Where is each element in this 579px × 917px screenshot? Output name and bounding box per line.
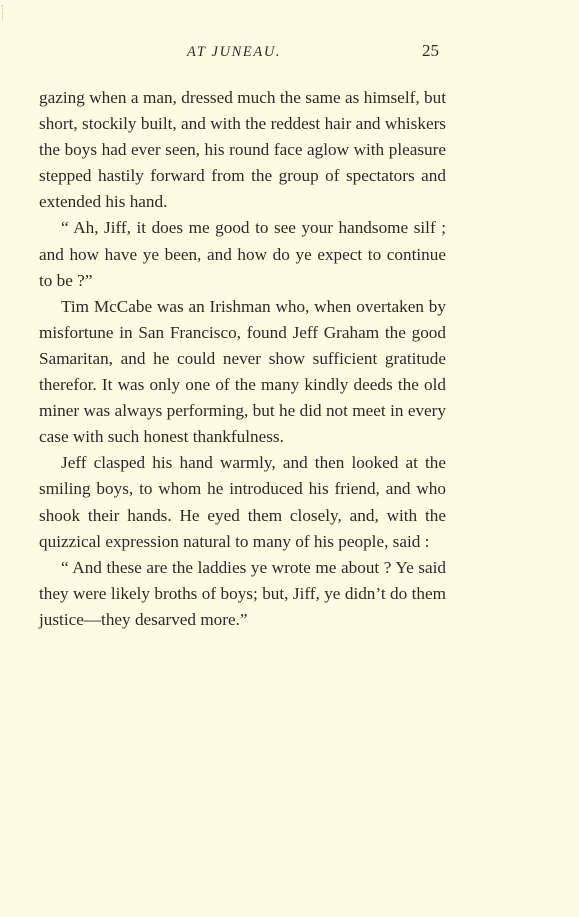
paragraph: Jeff clasped his hand warmly, and then looked at the smiling boys, to whom he introduced his friend, and who shook their hands. He eyed them closely, and, with the quizzical expression natural to many of his people, said : bbox=[39, 453, 446, 551]
paragraph: gazing when a man, dressed much the same as himself, but short, stockily built, and with the reddest hair and whiskers the boys had ever seen, his round face aglow with pleasure stepped hastily forward from the group of spectators and extended his hand. bbox=[39, 88, 446, 212]
page-number: 25 bbox=[422, 41, 439, 60]
running-head bbox=[0, 41, 579, 64]
running-head-title: AT JUNEAU. bbox=[187, 44, 282, 60]
paragraph: Tim McCabe was an Irishman who, when overtaken by misfortune in San Francisco, found Jeff Graham the good Samaritan, and he could never show sufficient gratitude therefor. It was only one of the many kindly deeds the old miner was always performing, but he did not meet in every case with such honest thankfulness. bbox=[39, 296, 446, 447]
paragraph: “ Ah, Jiff, it does me good to see your handsome silf ; and how have ye been, and how do ye expect to continue to be ?” bbox=[39, 218, 446, 290]
body-text bbox=[39, 85, 446, 633]
margin-mark bbox=[2, 5, 5, 21]
paragraph: “ And these are the laddies ye wrote me about ? Ye said they were likely broths of boys; but, Jiff, ye didn’t do them justice—they desarved more.” bbox=[39, 557, 446, 629]
